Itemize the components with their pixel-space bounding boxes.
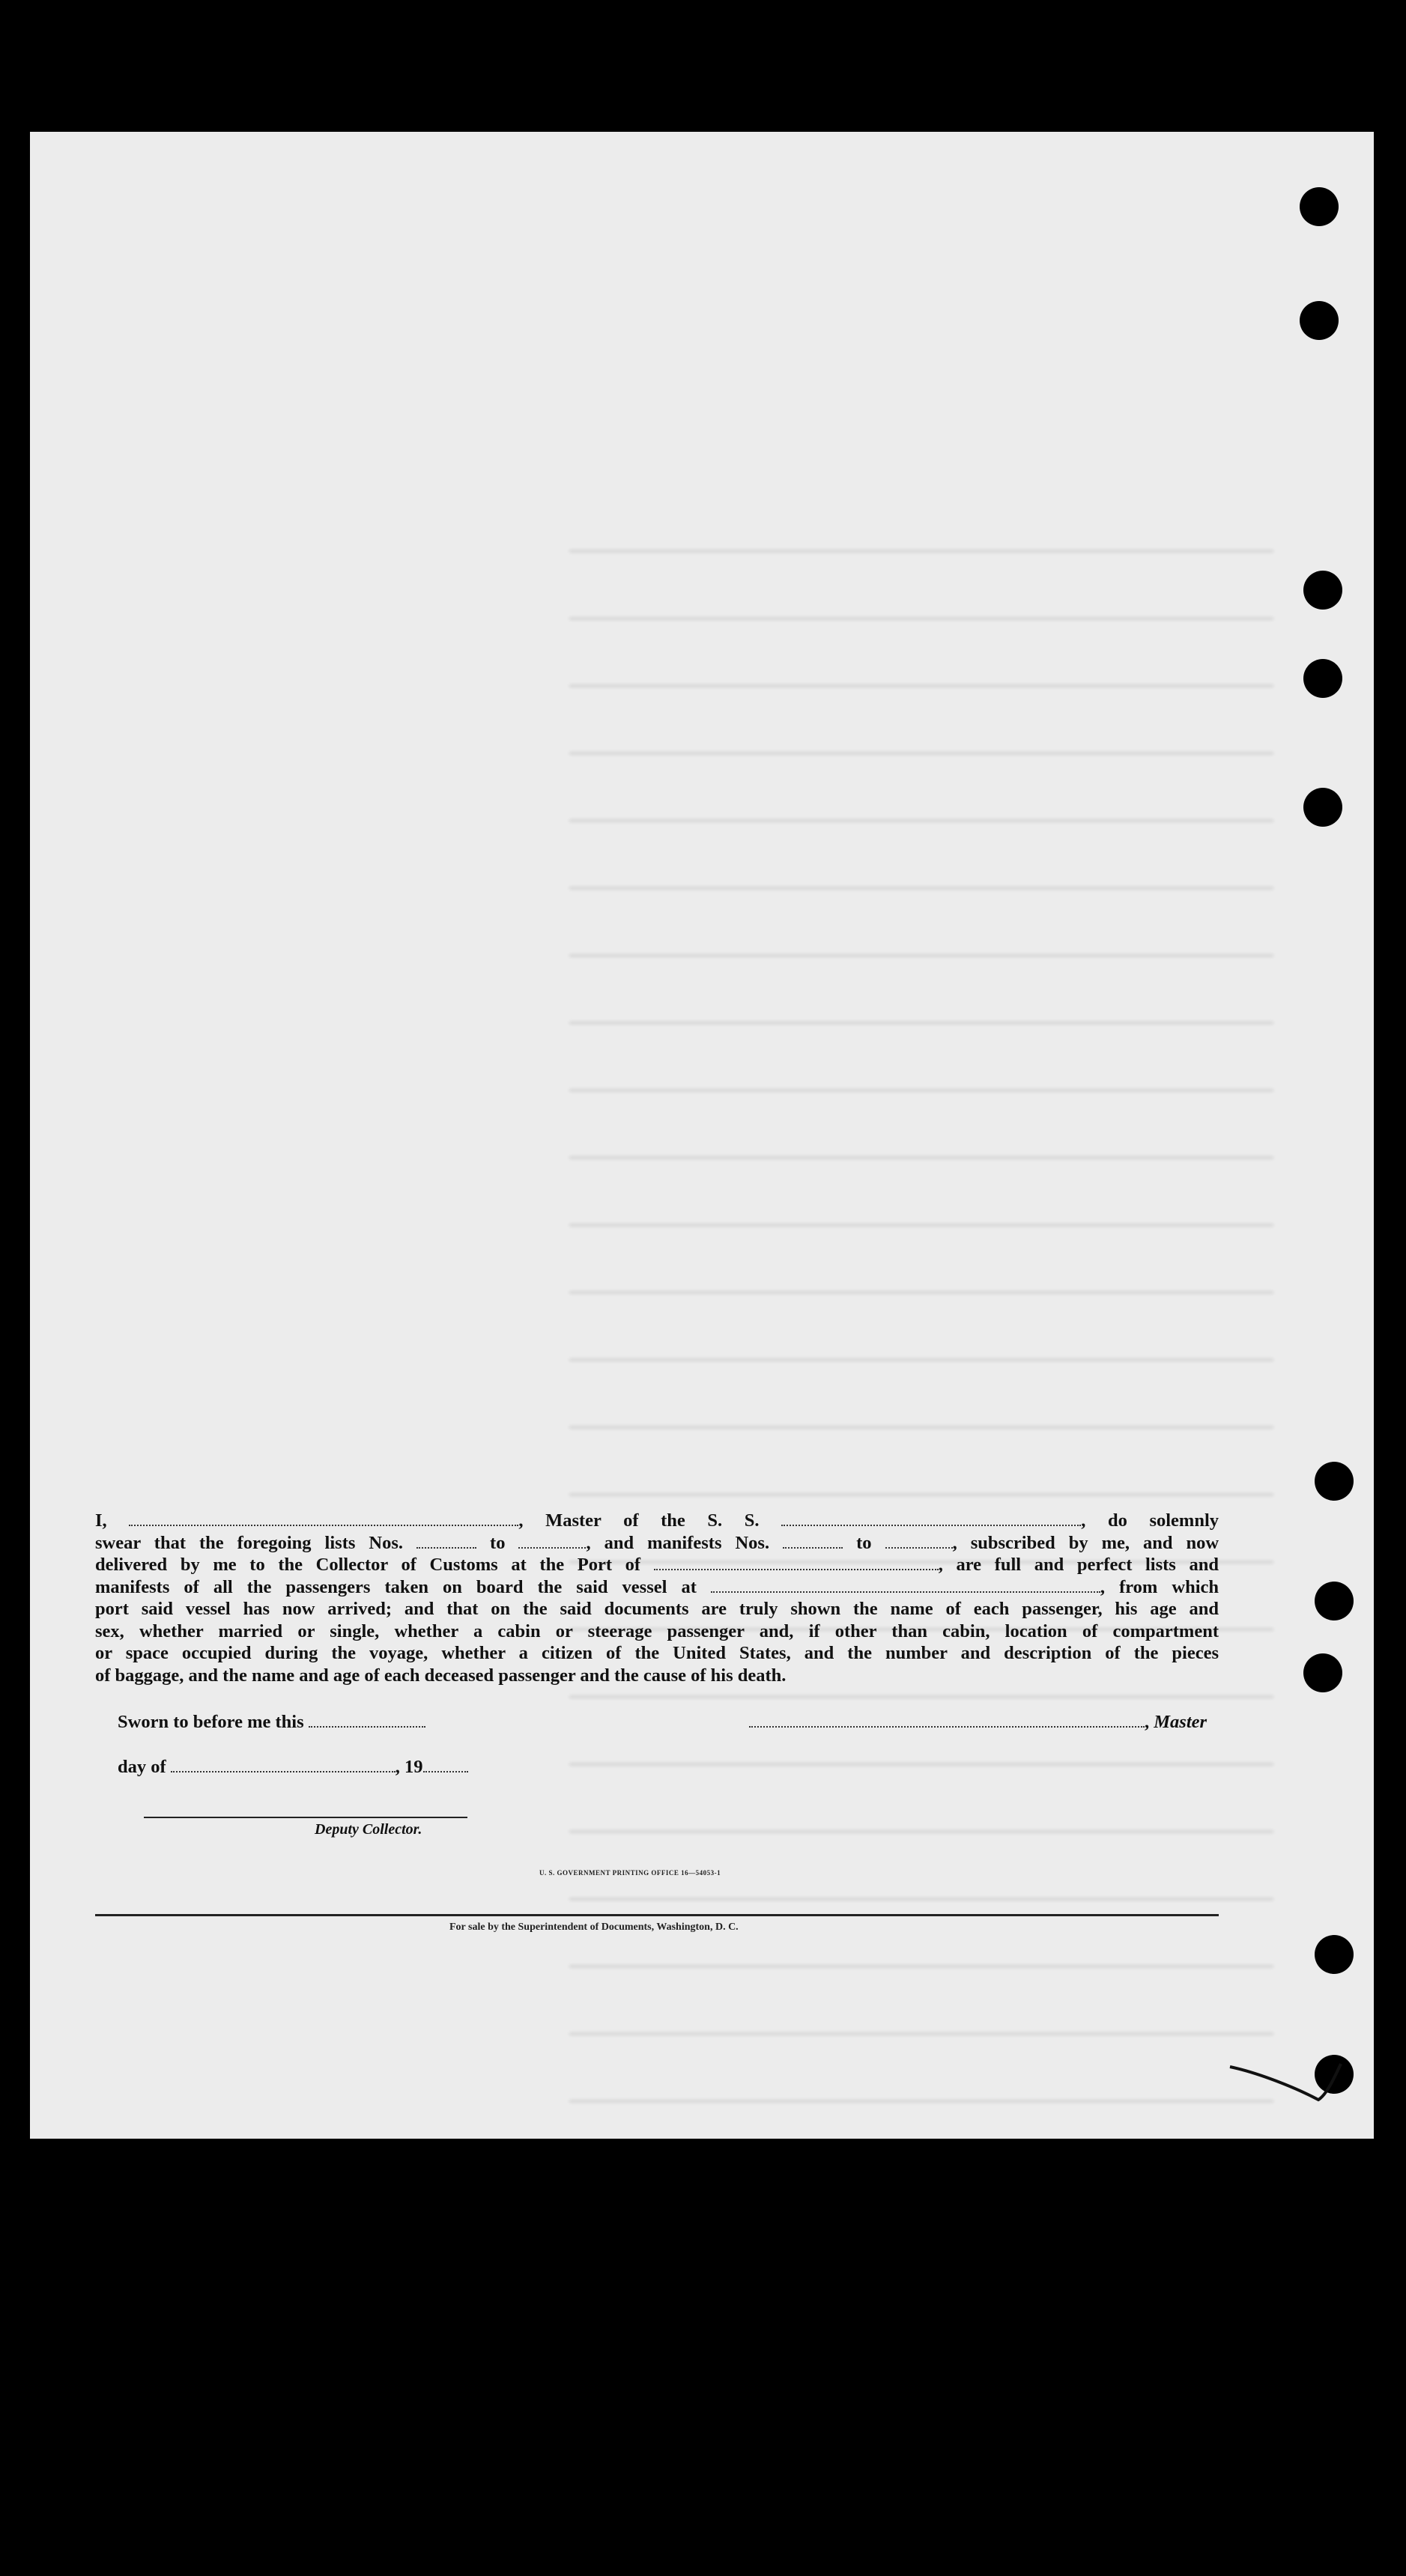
- oath-text: , and manifests Nos.: [586, 1532, 770, 1553]
- bleed-through-text: [569, 506, 1273, 2139]
- punch-hole: [1303, 659, 1342, 698]
- punch-hole: [1300, 187, 1339, 226]
- oath-text: , are full and perfect lists and: [938, 1555, 1219, 1575]
- blank-field[interactable]: [654, 1555, 939, 1570]
- oath-line-8: of baggage, and the name and age of each deceased passenger and the cause of his death.: [95, 1665, 787, 1686]
- punch-hole: [1303, 571, 1342, 610]
- oath-paragraph: [95, 1510, 1219, 1686]
- sworn-line: [118, 1712, 425, 1733]
- oath-text: , Master of the S. S.: [518, 1510, 760, 1531]
- deputy-signature-rule[interactable]: [144, 1817, 467, 1818]
- blank-field[interactable]: [781, 1511, 1081, 1526]
- oath-line-2: [95, 1532, 1219, 1555]
- oath-line-7: or space occupied during the voyage, whether a citizen of the United States, and the number and description of the pieces: [95, 1643, 1219, 1663]
- oath-line-4: [95, 1576, 1219, 1599]
- pen-stroke-mark: [1228, 2058, 1348, 2103]
- manifest-page: [30, 132, 1374, 2139]
- deputy-collector-label: Deputy Collector.: [315, 1821, 422, 1838]
- sale-notice: For sale by the Superintendent of Documents, Washington, D. C.: [449, 1922, 739, 1933]
- master-signature-line: , Master: [749, 1712, 1207, 1733]
- printing-office-imprint: U. S. GOVERNMENT PRINTING OFFICE 16—54053-1: [539, 1869, 721, 1877]
- oath-text: , subscribed by me, and now: [952, 1532, 1219, 1553]
- oath-line-5: port said vessel has now arrived; and that on the said documents are truly shown the name of each passenger, his age and: [95, 1599, 1219, 1619]
- oath-text: to: [856, 1532, 872, 1553]
- blank-field[interactable]: [711, 1578, 1100, 1593]
- punch-hole: [1315, 1935, 1354, 1974]
- punch-hole: [1303, 1653, 1342, 1692]
- oath-text: , from which: [1100, 1576, 1219, 1597]
- blank-field[interactable]: [518, 1534, 586, 1549]
- master-label: Master: [1154, 1712, 1207, 1732]
- punch-hole: [1300, 301, 1339, 340]
- oath-line-3: [95, 1554, 1219, 1576]
- blank-field[interactable]: [885, 1534, 953, 1549]
- punch-hole: [1303, 788, 1342, 827]
- oath-text: I,: [95, 1510, 107, 1531]
- footer-rule: [95, 1914, 1219, 1916]
- day-of-label: day of: [118, 1757, 166, 1777]
- blank-field[interactable]: [129, 1511, 518, 1526]
- year-label: , 19: [395, 1757, 423, 1777]
- oath-text: delivered by me to the Collector of Customs at the Port of: [95, 1555, 641, 1575]
- sworn-date-field[interactable]: [309, 1713, 425, 1728]
- day-field[interactable]: [171, 1758, 396, 1772]
- year-field[interactable]: [423, 1758, 468, 1772]
- blank-field[interactable]: [416, 1534, 476, 1549]
- day-of-line: [118, 1757, 468, 1778]
- oath-line-1: [95, 1510, 1219, 1532]
- oath-line-6: sex, whether married or single, whether a cabin or steerage passenger and, if other than cabin, location of compartment: [95, 1620, 1219, 1641]
- oath-text: , do solemnly: [1081, 1510, 1219, 1531]
- punch-hole: [1315, 1462, 1354, 1501]
- oath-text: swear that the foregoing lists Nos.: [95, 1532, 404, 1553]
- blank-field[interactable]: [783, 1534, 843, 1549]
- master-signature-field[interactable]: [749, 1713, 1145, 1728]
- oath-text: manifests of all the passengers taken on board the said vessel at: [95, 1576, 697, 1597]
- oath-text: to: [490, 1532, 506, 1553]
- punch-hole: [1315, 1582, 1354, 1620]
- sworn-label: Sworn to before me this: [118, 1712, 304, 1732]
